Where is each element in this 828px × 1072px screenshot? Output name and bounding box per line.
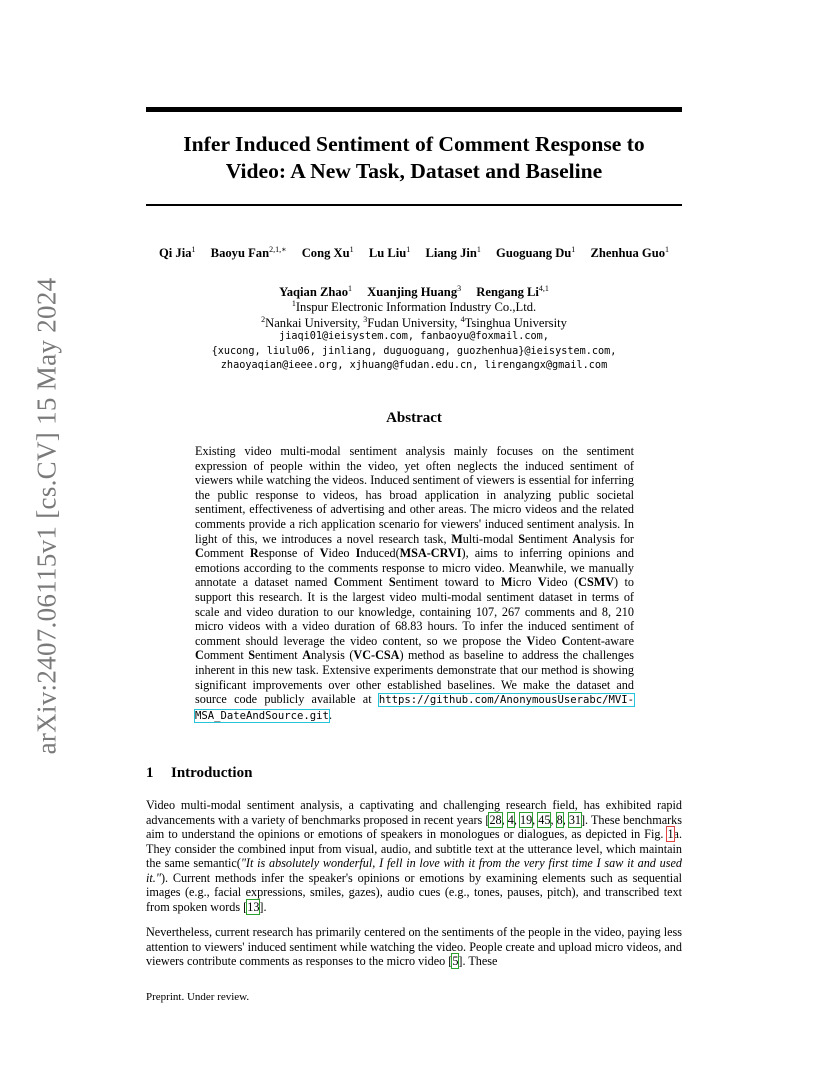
- title-line-1: Infer Induced Sentiment of Comment Response to: [183, 132, 645, 156]
- email-line-3: zhaoyaqian@ieee.org, xjhuang@fudan.edu.cn, lirengangx@gmail.com: [220, 360, 608, 371]
- abstract-text: entiment toward to: [395, 575, 501, 590]
- abstract-text: ), aims to inferring opinions and emotions according to the comments response to micro video. Meanwhile, we manually annotate a dataset named: [195, 546, 634, 590]
- author-affiliation-mark: 1: [571, 245, 576, 254]
- paragraph-text: a. They consider the combined input from visual, audio, and subtitle text at the utterance level, which maintain the same semantic(: [146, 827, 682, 870]
- bold-letter: C: [561, 633, 571, 648]
- author-affiliation-mark: 1: [406, 245, 411, 254]
- paragraph-text: ].: [259, 899, 267, 914]
- quoted-text: "It is absolutely wonderful, I fell in love with it from the very first time I saw it and used it.": [146, 856, 682, 885]
- bold-letter: V: [537, 575, 547, 590]
- affiliation-text: Tsinghua University: [464, 316, 567, 331]
- citation-link[interactable]: 5: [452, 954, 459, 968]
- code-repository-link[interactable]: https://github.com/AnonymousUserabc/MVI-MSA_DateAndSource.git: [195, 694, 634, 722]
- abstract-text: esponse of: [258, 546, 320, 561]
- figure-reference-link[interactable]: 1: [667, 827, 674, 841]
- abstract-text: nalysis for: [581, 531, 634, 546]
- email-line-2: {xucong, liulu06, jinliang, duguoguang, guozhenhua}@ieisystem.com,: [211, 346, 617, 357]
- abstract-heading: Abstract: [386, 410, 442, 426]
- dataset-abbreviation: CSMV: [578, 575, 615, 590]
- paragraph-text: ]. These: [458, 954, 498, 968]
- paper-title: [146, 131, 682, 185]
- author-affiliation-mark: 1: [476, 245, 481, 254]
- bold-letter: V: [526, 633, 536, 648]
- author-affiliation-mark: 1: [348, 284, 353, 293]
- abstract-text: ) to support this research. It is the largest video multi-modal sentiment dataset in terms of scale and video duration to our knowledge, containing 107, 267 comments and 8, 210 micro videos with a video duration of 68.83 hours. To infer the induced sentiment of comment should leverage the video content, so we propose the: [195, 575, 635, 648]
- author-affiliation-mark: 1: [191, 245, 196, 254]
- abstract-text: entiment: [525, 531, 573, 546]
- abstract-text: Existing video multi-modal sentiment analysis mainly focuses on the sentiment expression of people within the video, yet often neglects the induced sentiment of viewers while watching the videos. Induced sentiment of viewers is essential for inferring the public response to videos, has broad application in analyzing public societal sentiment, effectiveness of advertising and other areas. The micro videos and the related comments provide a rich application scenario for viewers' induced sentiment analysis. In light of this, we introduces a novel research task,: [195, 444, 634, 546]
- author: [590, 246, 669, 260]
- abstract-text: ontent-aware: [570, 633, 634, 648]
- bold-letter: C: [333, 575, 343, 590]
- abstract-text: ideo: [535, 633, 562, 648]
- bold-letter: S: [518, 531, 526, 546]
- abstract-text: ) method as baseline to address the challenges inherent in this new task. Extensive experiments demonstrate that our method is showing significant improvements over other established baselines. We make the dataset and source code publicly available at: [195, 648, 634, 707]
- bold-letter: M: [500, 575, 513, 590]
- affiliation-text: Inspur Electronic Information Industry Co.,Ltd.: [295, 300, 537, 315]
- author-list-row-1: [146, 242, 682, 261]
- abstract-text: ideo: [328, 546, 356, 561]
- citation-link[interactable]: 13: [247, 899, 260, 914]
- section-heading-introduction: [146, 765, 252, 782]
- paragraph-text: ]. These benchmarks aim to understand the opinions or emotions of speakers in monologues or dialogues, as depicted in Fig.: [146, 812, 683, 841]
- affiliation-mark: 1: [291, 299, 296, 308]
- author-affiliation-mark: 4,1: [538, 284, 549, 293]
- email-line-1: jiaqi01@ieisystem.com, fanbaoyu@foxmail.com,: [279, 331, 549, 342]
- paragraph-text: Nevertheless, current research has primarily centered on the sentiments of the people in the video, paying less attention to viewers' induced sentiment while watching the video. People create and upload micro videos, and viewers contribute comments as responses to the micro video [: [146, 925, 682, 968]
- abstract-text: entiment: [255, 648, 303, 663]
- title-bottom-rule: [146, 204, 682, 206]
- affiliation-mark: 4: [460, 315, 465, 324]
- abstract-text: modal: [483, 531, 519, 546]
- intro-paragraph-2: [146, 925, 682, 969]
- citation-link[interactable]: 45: [538, 812, 551, 827]
- task-abbreviation: MSA-CRVI: [399, 546, 462, 561]
- author: [302, 246, 354, 260]
- abstract-text: ulti-: [462, 531, 484, 546]
- author-affiliation-mark: 1: [349, 245, 354, 254]
- bold-letter: S: [248, 648, 256, 663]
- section-title: Introduction: [171, 765, 253, 781]
- bold-letter: R: [249, 546, 259, 561]
- abstract-text: ideo (: [546, 575, 579, 590]
- paragraph-text: Video multi-modal sentiment analysis, a captivating and challenging research field, has exhibited rapid advancements with a variety of benchmarks proposed in recent years [: [146, 798, 682, 827]
- author-affiliation-mark: 2,1,∗: [269, 245, 287, 254]
- author: [159, 246, 196, 260]
- section-number: 1: [146, 765, 154, 781]
- author-name: Xuanjing Huang: [367, 285, 458, 300]
- bold-letter: S: [388, 575, 396, 590]
- affiliation-mark: 2: [261, 315, 266, 324]
- footer-note: Preprint. Under review.: [146, 991, 250, 1003]
- abstract-body: [195, 444, 634, 723]
- author-name: Baoyu Fan: [210, 246, 270, 261]
- abstract-text: nduced(: [360, 546, 400, 561]
- author-name: Qi Jia: [158, 246, 192, 261]
- author-affiliation-mark: 3: [457, 284, 462, 293]
- title-line-2: Video: A New Task, Dataset and Baseline: [225, 159, 603, 183]
- citation-link[interactable]: 28: [489, 812, 502, 827]
- bold-letter: A: [572, 531, 582, 546]
- author-name: Liang Jin: [425, 246, 477, 261]
- author: [369, 246, 410, 260]
- abstract-text: omment: [342, 575, 389, 590]
- paragraph-text: ). Current methods infer the speaker's opinions or emotions by examining elements such as sequential images (e.g., facial expressions, smiles, gazes), audio cues (e.g., tones, pauses, pitch), and transcribed text from spoken words [: [146, 870, 682, 914]
- bold-letter: A: [302, 648, 311, 663]
- author: [425, 246, 480, 260]
- bold-letter: V: [319, 546, 329, 561]
- intro-paragraph-1: Video multi-modal sentiment analysis, a captivating and challenging research field, has exhibited rapid advancements with a variety of benchmarks proposed in recent years [28, 4, 19, 45, 8, 31]. These benchmarks aim to understand the opinions or emotions of speakers in monologues or dialogues, as depicted in Fig. 1a. They consider the combined input from visual, audio, and subtitle text at the utterance level, which maintain the same semantic("It is absolutely wonderful, I fell in love with it from the very first time I saw it and used it."). Current methods infer the speaker's opinions or emotions by examining elements such as sequential images (e.g., facial expressions, smiles, gazes), audio cues (e.g., tones, pauses, pitch), and transcribed text from spoken words [13].: [146, 798, 683, 914]
- affiliation-text: Fudan University,: [367, 316, 461, 331]
- citation-link[interactable]: 31: [568, 812, 581, 827]
- abstract-text: nalysis (: [311, 648, 354, 663]
- abstract-text: omment: [203, 648, 249, 663]
- author-name: Yaqian Zhao: [279, 285, 349, 300]
- author-name: Lu Liu: [368, 246, 407, 261]
- arxiv-identifier: arXiv:2407.06115v1 [cs.CV] 15 May 2024: [31, 277, 62, 755]
- author-name: Rengang Li: [476, 285, 539, 300]
- author-affiliation-mark: 1: [665, 245, 670, 254]
- author: [211, 246, 287, 260]
- author-name: Guoguang Du: [496, 246, 572, 261]
- abstract-text: .: [328, 707, 332, 722]
- author-name: Cong Xu: [301, 246, 350, 261]
- citation-link[interactable]: 8: [556, 812, 563, 827]
- bold-letter: C: [195, 546, 204, 561]
- citation-link[interactable]: 4: [507, 812, 514, 827]
- author: [496, 246, 575, 260]
- bold-letter: C: [195, 648, 204, 663]
- bold-letter: I: [355, 546, 361, 561]
- affiliation-mark: 3: [363, 315, 368, 324]
- affiliation-text: Nankai University,: [265, 316, 364, 331]
- bold-letter: M: [451, 531, 463, 546]
- abstract-text: icro: [512, 575, 538, 590]
- citation-link[interactable]: 19: [519, 812, 533, 827]
- abstract-text: omment: [203, 546, 250, 561]
- author-name: Zhenhua Guo: [590, 246, 666, 261]
- title-top-rule: [146, 107, 682, 112]
- method-abbreviation: VC-CSA: [353, 648, 400, 663]
